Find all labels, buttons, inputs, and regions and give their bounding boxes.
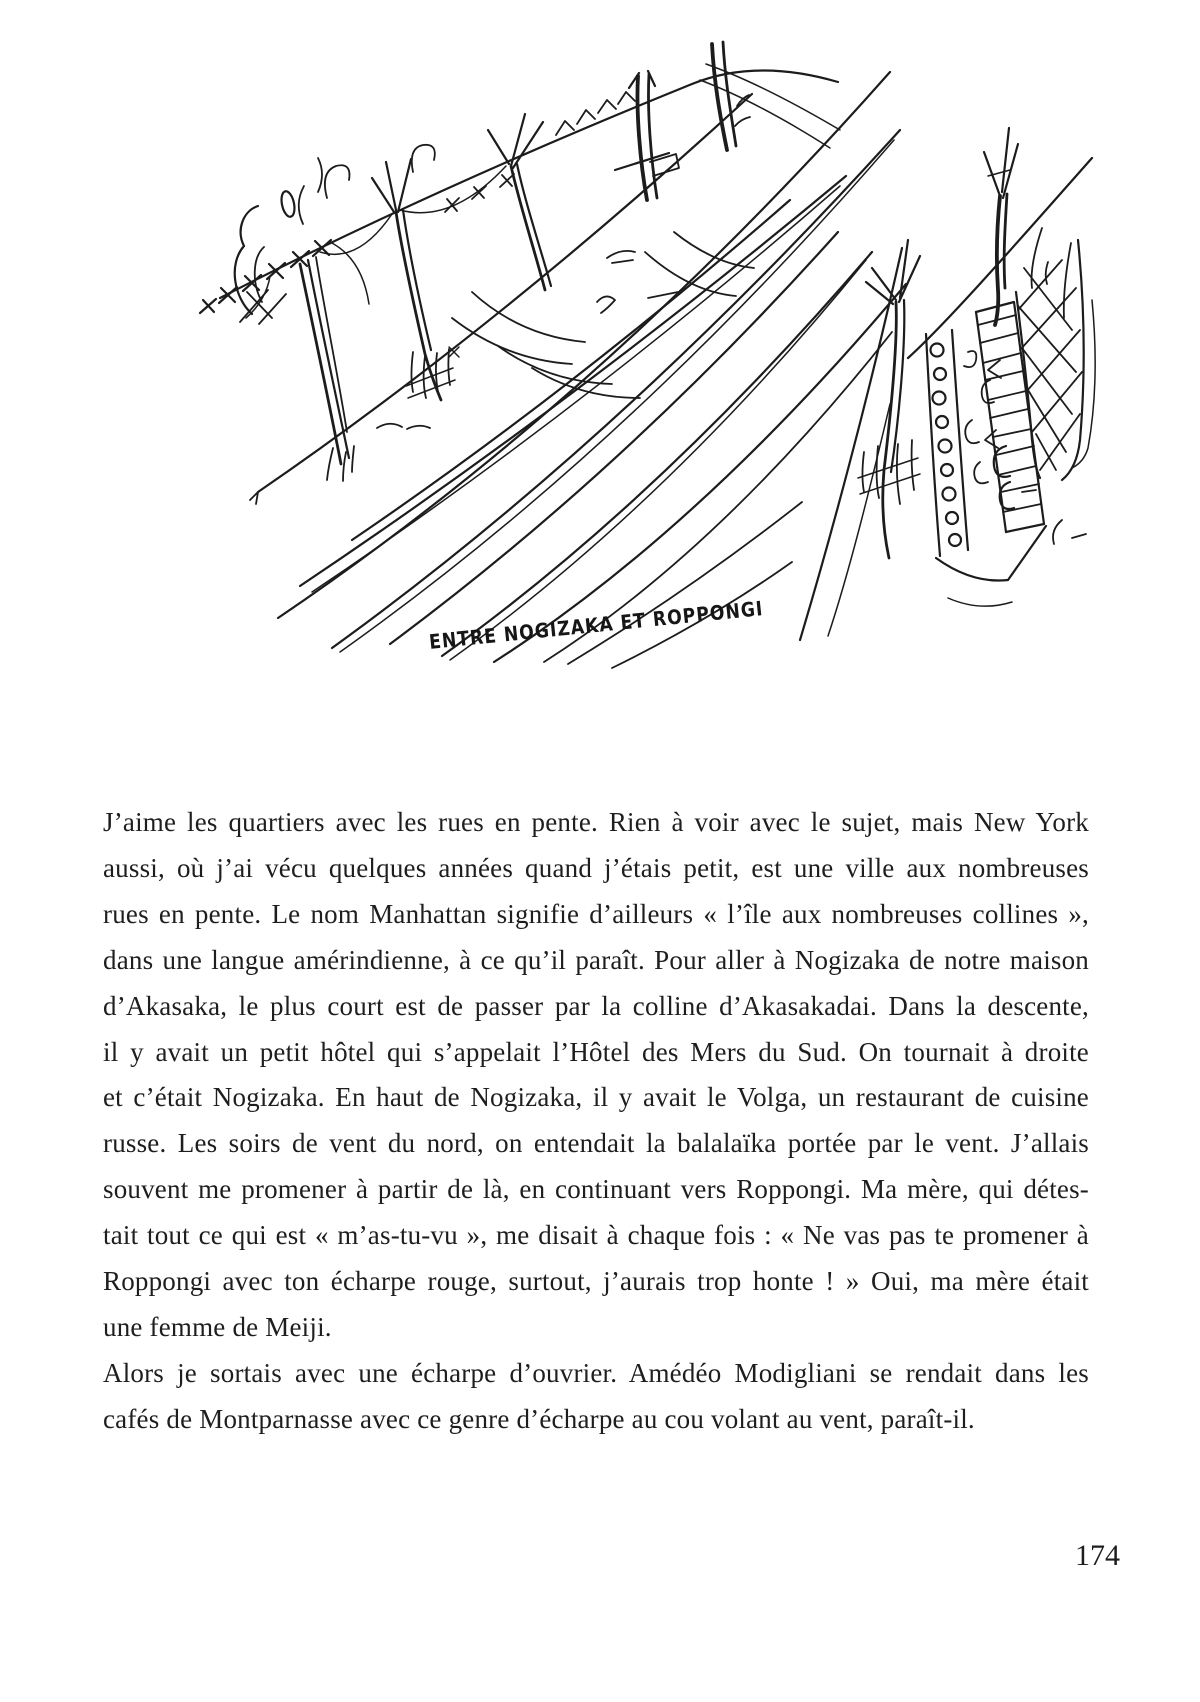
left-tree — [235, 145, 435, 481]
wall-lattice — [1016, 228, 1095, 544]
illustration-caption: ENTRE NOGIZAKA ET ROPPONGI — [428, 596, 765, 654]
body-text-line: d’Akasaka, le plus court est de passer par la colline d’Akasakadai. Dans la descente, — [103, 990, 1089, 1021]
body-text-line: tait tout ce qui est « m’as-tu-vu », me disait à chaque fois : « Ne vas pas te promener à — [103, 1220, 1089, 1251]
utility-pole-2 — [372, 159, 459, 400]
body-text-line: cafés de Montparnasse avec ce genre d’écharpe au cou volant au vent, paraît-il. — [103, 1403, 975, 1434]
utility-pole-4 — [615, 71, 679, 200]
body-text-line: Roppongi avec ton écharpe rouge, surtout, j’aurais trop honte ! » Oui, ma mère était — [103, 1266, 1089, 1297]
right-utility-pole — [908, 128, 1092, 358]
wall-ladder-band — [976, 302, 1044, 532]
body-text-line: russe. Les soirs de vent du nord, on entendait la balalaïka portée par le vent. J’allais — [103, 1128, 1089, 1159]
body-text-line: J’aime les quartiers avec les rues en pente. Rien à voir avec le sujet, mais New York — [103, 807, 1089, 837]
road-slope-lines — [278, 72, 906, 668]
body-text-line: dans une langue amérindienne, à ce qu’il paraît. Pour aller à Nogizaka de notre maison — [103, 944, 1089, 975]
body-text-line: Alors je sortais avec une écharpe d’ouvrier. Amédéo Modigliani se rendait dans les — [103, 1357, 1089, 1388]
utility-pole-3 — [488, 114, 551, 290]
body-text-line: rues en pente. Le nom Manhattan signifie d’ailleurs « l’île aux nombreuses collines », — [103, 898, 1089, 929]
body-text-line: une femme de Meiji. — [103, 1311, 332, 1342]
utility-pole-5 — [712, 42, 750, 150]
page-number: 174 — [1075, 1539, 1120, 1572]
body-text-line: il y avait un petit hôtel qui s’appelait l’Hôtel des Mers du Sud. On tournait à droite — [103, 1036, 1089, 1067]
power-wires — [320, 166, 506, 254]
body-text-line: et c’était Nogizaka. En haut de Nogizaka, il y avait le Volga, un restaurant de cuisine — [103, 1082, 1089, 1113]
right-tree — [800, 240, 920, 640]
bank-curve-arcs — [377, 232, 754, 429]
body-text-line: aussi, où j’ai vécu quelques années quand j’étais petit, est une ville aux nombreuses — [103, 852, 1089, 883]
body-text-line: souvent me promener à partir de là, en continuant vers Roppongi. Ma mère, qui détes- — [103, 1174, 1089, 1205]
body-text — [103, 800, 1089, 1443]
street-sketch-illustration — [0, 0, 1200, 700]
